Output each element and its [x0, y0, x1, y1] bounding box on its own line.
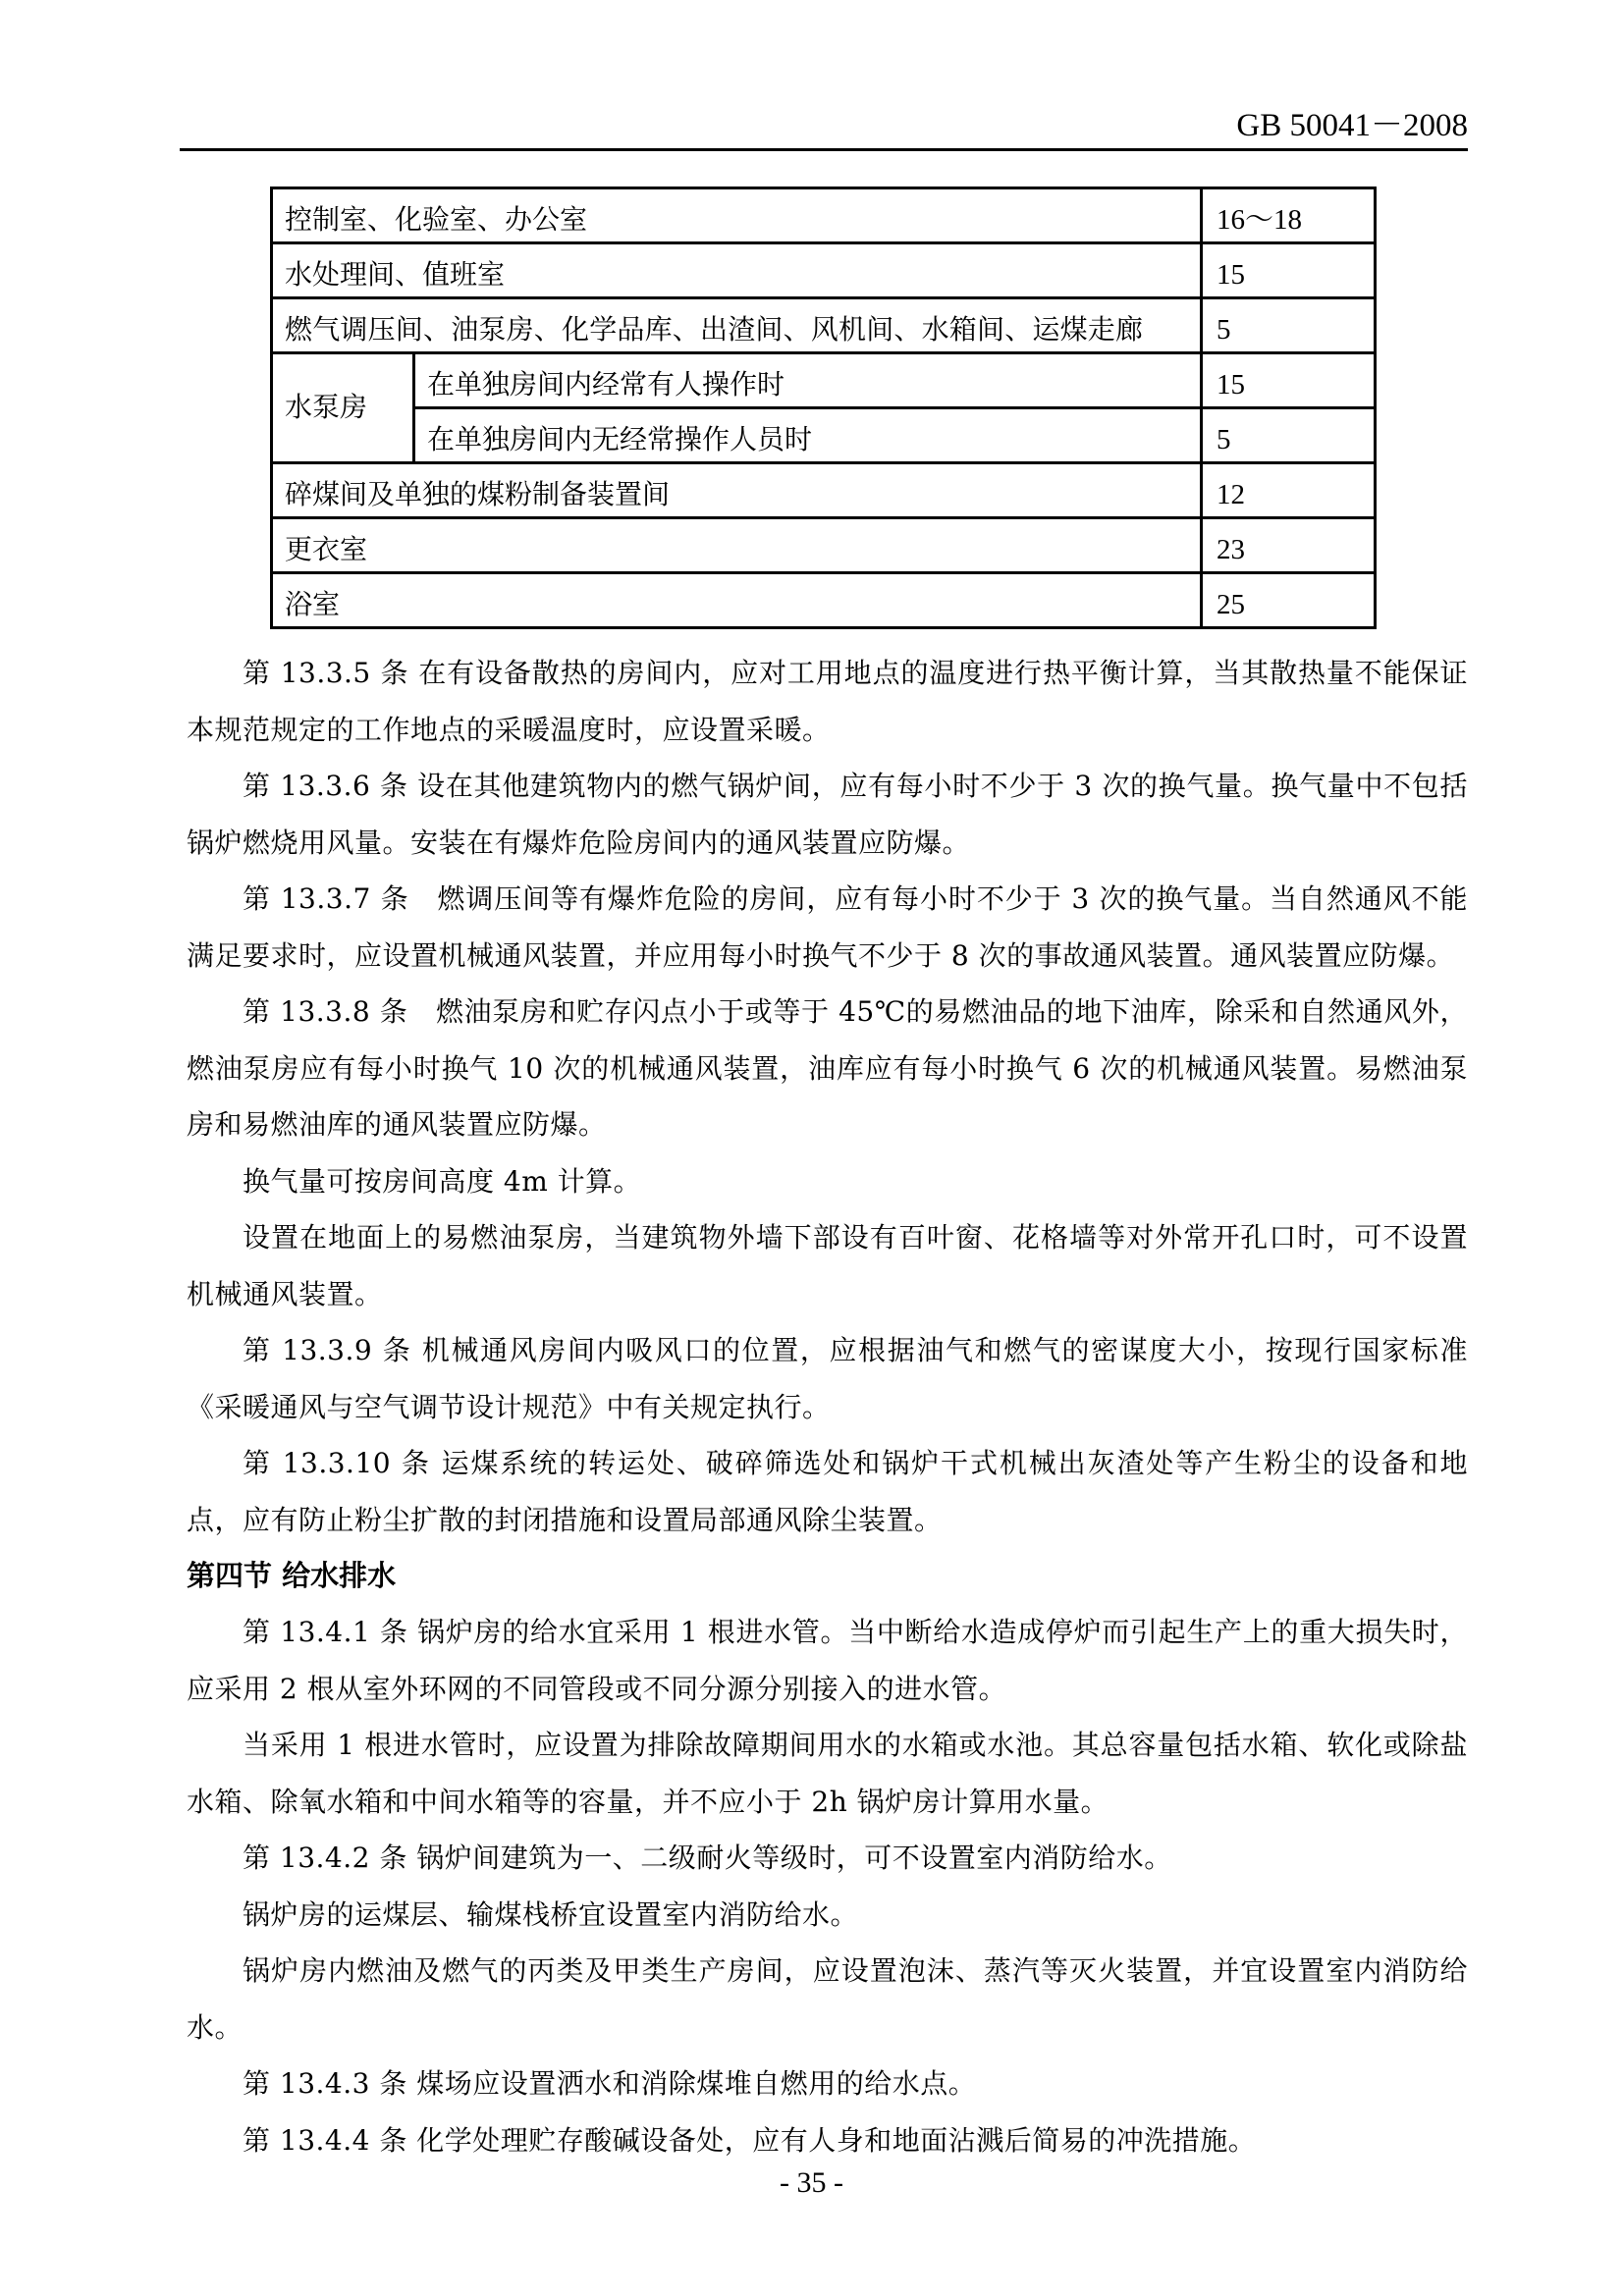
- table-row: [272, 573, 1376, 628]
- clause-13-4-2-note-1: 锅炉房的运煤层、输煤栈桥宜设置室内消防给水。: [243, 1897, 859, 1931]
- clause-13-3-7: 第 13.3.7 条 燃调压间等有爆炸危险的房间，应有每小时不少于 3 次的换气量。当自然通风不能满足要求时，应设置机械通风装置，并应用每小时换气不少于 8 次的事故通风装置。通风装置应防爆。: [187, 882, 1468, 972]
- clause-13-4-2: 第 13.4.2 条 锅炉间建筑为一、二级耐火等级时，可不设置室内消防给水。: [243, 1842, 1172, 1874]
- clause-13-3-8-note-2: 设置在地面上的易燃油泵房，当建筑物外墙下部设有百叶窗、花格墙等对外常开孔口时，可不设置机械通风装置。: [187, 1221, 1468, 1310]
- temperature-value: 16～18: [1202, 188, 1376, 243]
- table-row: [272, 518, 1376, 573]
- clause-13-3-6: 第 13.3.6 条 设在其他建筑物内的燃气锅炉间，应有每小时不少于 3 次的换气量。换气量中不包括锅炉燃烧用风量。安装在有爆炸危险房间内的通风装置应防爆。: [187, 770, 1468, 859]
- clause-13-3-10: 第 13.3.10 条 运煤系统的转运处、破碎筛选处和锅炉干式机械出灰渣处等产生粉尘的设备和地点，应有防止粉尘扩散的封闭措施和设置局部通风除尘装置。: [187, 1447, 1468, 1536]
- room-name: 更衣室: [272, 518, 1202, 573]
- temperature-value: 5: [1202, 298, 1376, 353]
- room-name: 浴室: [272, 573, 1202, 628]
- clause-13-4-2-note-2: 锅炉房内燃油及燃气的丙类及甲类生产房间，应设置泡沫、蒸汽等灭火装置，并宜设置室内消防给水。: [187, 1954, 1468, 2044]
- clause-13-3-8: 第 13.3.8 条 燃油泵房和贮存闪点小于或等于 45℃的易燃油品的地下油库，除采和自然通风外，燃油泵房应有每小时换气 10 次的机械通风装置，油库应有每小时换气 6 次的机械通风装置。易燃油泵房和易燃油库的通风装置应防爆。: [187, 995, 1468, 1141]
- table-row: [272, 463, 1376, 518]
- temperature-value: 25: [1202, 573, 1376, 628]
- room-name: 水处理间、值班室: [272, 243, 1202, 298]
- section-heading: 第四节 给水排水: [187, 1559, 397, 1592]
- table-row: [272, 408, 1376, 463]
- clause-13-4-3: 第 13.4.3 条 煤场应设置洒水和消除煤堆自燃用的给水点。: [243, 2067, 977, 2100]
- header-rule: [180, 148, 1468, 151]
- temperature-value: 12: [1202, 463, 1376, 518]
- room-name: 控制室、化验室、办公室: [272, 188, 1202, 243]
- clause-13-3-8-note-1: 换气量可按房间高度 4m 计算。: [243, 1164, 642, 1198]
- document-body: [187, 645, 1468, 2168]
- clause-13-4-1: 第 13.4.1 条 锅炉房的给水宜采用 1 根进水管。当中断给水造成停炉而引起生产上的重大损失时，应采用 2 根从室外环网的不同管段或不同分源分别接入的进水管。: [187, 1616, 1468, 1705]
- room-name: 燃气调压间、油泵房、化学品库、出渣间、风机间、水箱间、运煤走廊: [272, 298, 1202, 353]
- temperature-table: [270, 187, 1377, 629]
- room-name: 碎煤间及单独的煤粉制备装置间: [272, 463, 1202, 518]
- table-row: [272, 243, 1376, 298]
- clause-13-4-4: 第 13.4.4 条 化学处理贮存酸碱设备处，应有人身和地面沾溅后简易的冲洗措施。: [243, 2123, 1257, 2157]
- room-name: 水泵房: [272, 353, 414, 463]
- temperature-value: 23: [1202, 518, 1376, 573]
- standard-code: GB 50041－2008: [1236, 108, 1468, 143]
- room-condition: 在单独房间内经常有人操作时: [414, 353, 1202, 408]
- clause-13-3-9: 第 13.3.9 条 机械通风房间内吸风口的位置，应根据油气和燃气的密谋度大小，按现行国家标准《采暖通风与空气调节设计规范》中有关规定执行。: [187, 1334, 1468, 1423]
- table-row: [272, 188, 1376, 243]
- temperature-value: 5: [1202, 408, 1376, 463]
- clause-13-3-5: 第 13.3.5 条 在有设备散热的房间内，应对工用地点的温度进行热平衡计算，当其散热量不能保证本规范规定的工作地点的采暖温度时，应设置采暖。: [187, 657, 1468, 746]
- page-number: - 35 -: [780, 2166, 843, 2199]
- table-row: [272, 353, 1376, 408]
- room-condition: 在单独房间内无经常操作人员时: [414, 408, 1202, 463]
- clause-13-4-1-note: 当采用 1 根进水管时，应设置为排除故障期间用水的水箱或水池。其总容量包括水箱、软化或除盐水箱、除氧水箱和中间水箱等的容量，并不应小于 2h 锅炉房计算用水量。: [187, 1729, 1468, 1818]
- temperature-value: 15: [1202, 243, 1376, 298]
- temperature-value: 15: [1202, 353, 1376, 408]
- table-row: [272, 298, 1376, 353]
